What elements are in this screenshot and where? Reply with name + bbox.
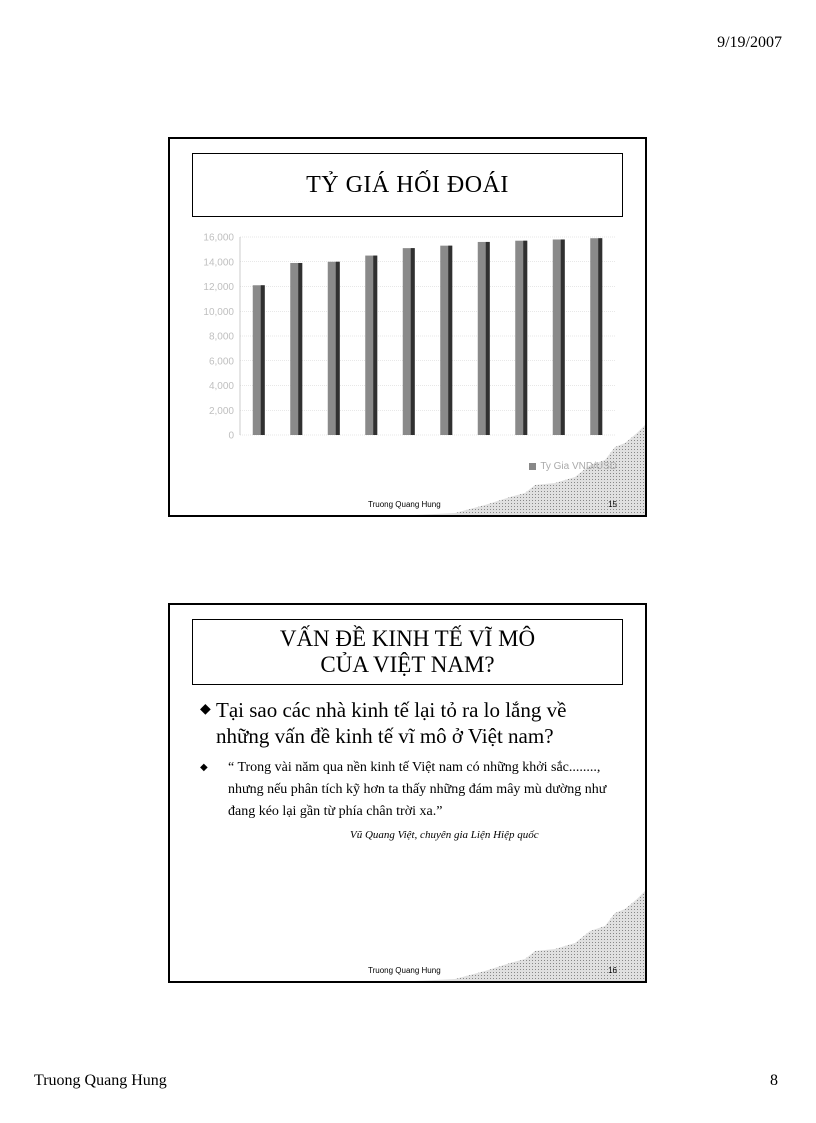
quote-attribution: Vũ Quang Việt, chuyên gia Liện Hiệp quốc [350,829,539,841]
slide-macro-issues [168,603,647,983]
page-number: 8 [770,1072,778,1089]
bar-shadow [486,242,490,435]
y-tick-label: 0 [228,430,234,442]
slide-title-line-2: CỦA VIỆT NAM? [320,652,495,677]
y-tick-label: 14,000 [203,257,234,269]
bar-shadow [336,262,340,435]
exchange-rate-chart [170,227,645,452]
y-tick-label: 4,000 [208,381,234,392]
slide-footer-author: Truong Quang Hung [368,500,441,509]
slide-title-box [192,153,623,217]
slide-title-box [192,619,623,685]
legend-label: Ty Gia VND/USD [540,461,617,472]
bar-shadow [598,238,602,435]
slide-footer-author: Truong Quang Hung [368,966,441,975]
slide-title-line-1: VẤN ĐỀ KINH TẾ VĨ MÔ [279,626,536,651]
bar-shadow [448,246,452,435]
bar-shadow [373,256,377,435]
y-tick-label: 8,000 [208,331,234,343]
bullet-quote-text: “ Trong vài năm qua nền kinh tế Việt nam có những khởi sắc........, nhưng nếu phân tích kỹ hơn ta thấy những đám mây mù dường như đang kéo lại gần từ phía chân trời xa.” [228,760,607,819]
slide-number: 15 [608,500,617,509]
y-tick-label: 10,000 [203,306,234,318]
page-date: 9/19/2007 [717,34,782,51]
y-tick-label: 2,000 [208,405,234,417]
bar-shadow [523,241,527,435]
y-tick-label: 6,000 [208,356,234,368]
bar-shadow [261,285,265,435]
slide-number: 16 [608,966,617,975]
slide-title: TỶ GIÁ HỐI ĐOÁI [306,172,509,198]
bar-shadow [561,239,565,435]
y-tick-label: 16,000 [203,232,234,244]
y-tick-label: 12,000 [203,282,234,293]
chart-legend [529,461,617,472]
bullet-quote [200,757,630,823]
bar-shadow [298,263,302,435]
slide-exchange-rate [168,137,647,517]
page-author: Truong Quang Hung [34,1072,167,1089]
bullet-question-text: Tại sao các nhà kinh tế lại tỏ ra lo lắng về những vấn đề kinh tế vĩ mô ở Việt nam? [216,698,567,748]
legend-swatch [529,463,536,470]
diamond-bullet-icon: ◆ [200,762,208,773]
diamond-bullet-icon: ◆ [200,702,211,717]
bullet-question [200,697,620,749]
bar-shadow [411,248,415,435]
